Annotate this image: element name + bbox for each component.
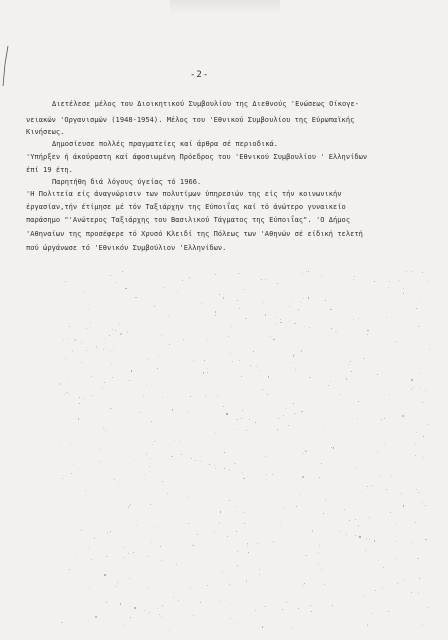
text-line: Δημοσίευσε πολλές πραγματείες καί άρθρα σέ περιοδικά.	[52, 140, 279, 148]
text-line: Κινήσεως.	[26, 128, 65, 136]
text-line: 'Υπήρξεν ή άκούραστη καί άφοσιωμένη Πρόεδρος του 'Εθνικού Συμβουλίου ' Ελληνίδων	[26, 153, 368, 161]
text-line: 'Η Πολιτεία είς άναγνώρισιν των πολυτίμων ύπηρεσιών της είς τήν κοινωνικήν	[26, 190, 342, 198]
text-line: παράσημο "'Ανώτερος Ταξιάρχης του Βασιλικού Τάγματος της Εύποιΐας". 'Ο Δήμος	[26, 216, 351, 224]
text-line: νειακών 'Οργανισμών (1948-1954). Μέλος του 'Εθνικού Συμβουλίου της Εύρωπαϊκής	[26, 116, 355, 124]
scan-shadow	[170, 0, 280, 14]
text-line: έργασίαν,τήν έτίμησε μέ τόν Ταξιάρχην της Εύποιΐας καί τό άνώτερο γυναικείο	[26, 203, 346, 211]
page-number: -2-	[190, 70, 210, 80]
text-line: έπί 19 έτη.	[26, 166, 73, 174]
text-line: Διετέλεσε μέλος του Διοικητικού Συμβουλίου της Διεθνούς 'Ενώσεως Οίκογε-	[52, 100, 360, 108]
text-line: πού ώργάνωσε τό 'Εθνικόν Συμβούλιον 'Ελληνίδων.	[26, 244, 227, 252]
margin-pen-mark	[2, 44, 10, 88]
text-line: Παρητήθη διά λόγους ύγείας τό 1966.	[52, 178, 202, 186]
text-line: 'Αθηναίων της προσέφερε τό Χρυσό Κλειδί της Πόλεως των 'Αθηνών σέ είδική τελετή	[26, 230, 363, 238]
